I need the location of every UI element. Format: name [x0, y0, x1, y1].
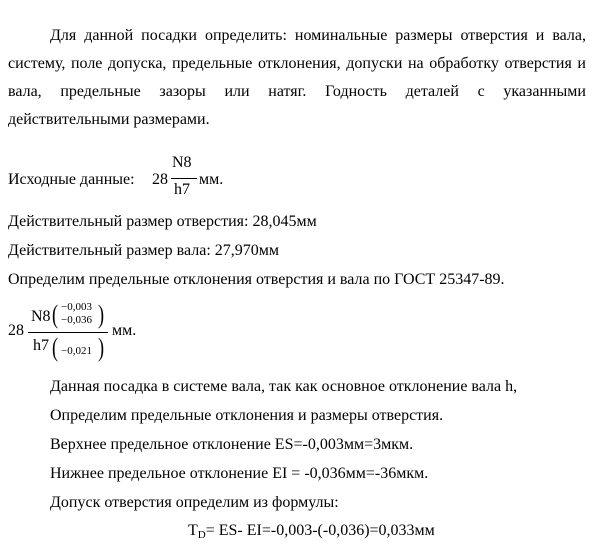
initial-shaft-field: h7 [174, 181, 190, 198]
formula-subscript: D [197, 529, 206, 541]
text-line: Данная посадка в системе вала, так как основное отклонение вала h, [50, 378, 518, 395]
fit-nominal: 28 [8, 322, 24, 339]
text-line: Верхнее предельное отклонение ES=-0,003мм=3мкм. [50, 436, 414, 453]
shaft-paren-open: ( [52, 333, 59, 362]
fit-hole-field: N8 [31, 308, 51, 325]
shaft-paren-close: ) [98, 333, 105, 362]
fraction-bar [171, 178, 197, 179]
deviations-intro: Определим предельные отклонения отверстия и вала по ГОСТ 25347-89. [8, 271, 505, 288]
text-line: Допуск отверстия определим из формулы: [50, 494, 339, 511]
tolerance-formula [188, 522, 435, 540]
hole-paren-open: ( [52, 300, 59, 329]
formula-expression: = ES- EI=-0,003-(-0,036)=0,033мм [205, 522, 435, 539]
initial-nominal: 28 [152, 171, 168, 188]
hole-paren-close: ) [98, 300, 105, 329]
intro-paragraph: Для данной посадки определить: номинальные размеры отверстия и вала, систему, поле допуска, предельные отклонения, допуски на обработку отверстия и вала, предельные зазоры или натяг. Годность деталей с указанными действительными размерами. [8, 27, 586, 128]
actual-shaft-size: Действительный размер вала: 27,970мм [8, 242, 280, 259]
hole-upper-deviation: −0,003 [61, 301, 92, 313]
hole-lower-deviation: −0,036 [61, 314, 92, 326]
initial-data-label: Исходные данные: [8, 171, 135, 188]
actual-hole-size: Действительный размер отверстия: 28,045мм [8, 213, 317, 230]
fit-shaft-field: h7 [33, 337, 49, 354]
text-line: Нижнее предельное отклонение EI = -0,036мм=-36мкм. [50, 465, 429, 482]
fit-unit: мм. [112, 322, 137, 339]
initial-unit: мм. [199, 171, 224, 188]
fit-fraction-bar [28, 332, 108, 333]
shaft-lower-deviation: −0,021 [61, 345, 92, 357]
initial-fraction [171, 154, 199, 200]
initial-hole-field: N8 [172, 154, 192, 171]
formula-symbol: T [188, 522, 198, 539]
text-line: Определим предельные отклонения и размеры отверстия. [50, 407, 444, 424]
